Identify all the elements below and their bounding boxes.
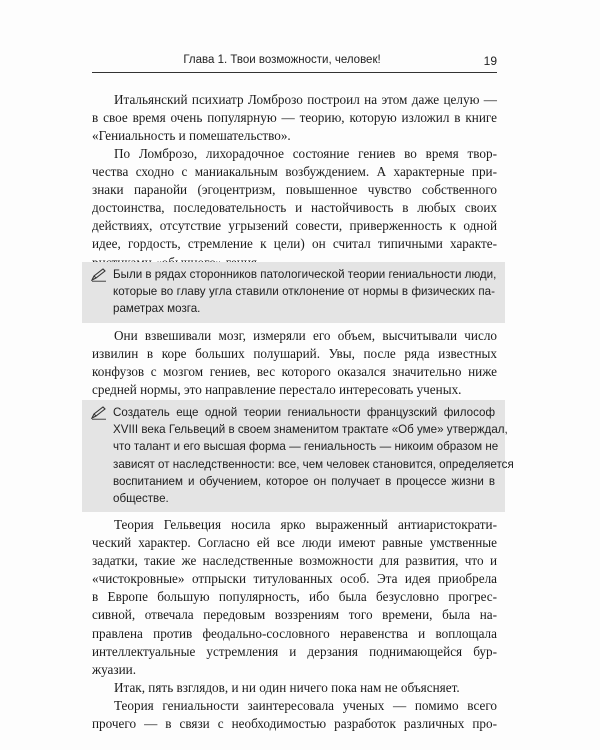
text-line: чества сходно с маниакальным возбуждением. А характерные при- xyxy=(92,164,497,180)
text-line: Теория Гельвеция носила ярко выраженный антиаристократи- xyxy=(114,517,497,532)
text-line: воспитанием и обучением, которое он получает в процессе жизни в xyxy=(113,474,495,488)
callout-brain-theory xyxy=(82,262,505,323)
text-line: обществе. xyxy=(113,492,169,506)
text-line: действиях, отсутствие угрызений совести, приверженность к одной xyxy=(92,218,497,234)
text-line: жуазии. xyxy=(92,661,137,677)
callout-helvetius xyxy=(82,400,514,512)
paragraph-helvetius-theory xyxy=(92,516,497,679)
text-line: Итальянский психиатр Ломброзо построил на этом даже целую — xyxy=(114,92,497,107)
text-line: прочего — в связи с необходимостью разработок различных про- xyxy=(92,716,497,732)
paragraph-brain-weighing xyxy=(92,327,497,399)
text-line: «чистокровные» отпрыски титулованных особ. Эта идея приобрела xyxy=(92,571,497,587)
text-line: в свое время очень популярную — теорию, которую изложил в книге xyxy=(92,110,497,126)
page-number: 19 xyxy=(483,54,497,68)
text-line: Создатель еще одной теории гениальности французский философ xyxy=(113,406,495,419)
page-header xyxy=(92,54,497,73)
text-line: правлена против феодально-сословного неравенства и воплощала xyxy=(92,625,497,641)
paragraph-genius-theory xyxy=(92,697,497,733)
text-line: идее, гордость, стремление к цели) он считал типичными характе- xyxy=(92,236,497,252)
text-line: Они взвешивали мозг, измеряли его объем, высчитывали число xyxy=(114,328,497,343)
text-line: зависят от наследственности: все, чем человек становится, определяется xyxy=(113,457,514,471)
paragraph-lombroso-theory xyxy=(92,145,497,272)
text-line: которые во главу угла ставили отклонение от нормы в физических па- xyxy=(113,285,495,299)
text-line: извилин в коре больших полушарий. Увы, после ряда известных xyxy=(92,346,497,362)
text-line: сивной, отвечала передовым воззрениям того времени, была на- xyxy=(92,607,497,623)
pencil-icon xyxy=(91,268,107,282)
paragraph-lombroso-intro xyxy=(92,91,497,145)
text-line: ческий характер. Согласно ей все люди имеют равные умственные xyxy=(92,535,497,551)
text-line: интеллектуальные устремления и дерзания поднимающейся бур- xyxy=(92,643,497,659)
text-line: достоинства, последовательность и настойчивость в любых своих xyxy=(92,200,497,216)
pencil-icon xyxy=(91,406,107,420)
text-line: XVIII века Гельвеций в своем знаменитом трактате «Об уме» утверждал, xyxy=(113,423,508,437)
running-head: Глава 1. Твои возможности, человек! xyxy=(183,54,381,66)
text-line: раметрах мозга. xyxy=(113,302,201,316)
text-line: «Гениальность и помешательство». xyxy=(92,128,291,144)
text-line: средней нормы, это направление перестало интересовать ученых. xyxy=(92,382,462,398)
text-line: Теория гениальности заинтересовала ученых — помимо всего xyxy=(114,698,497,713)
text-line: в Европе большую популярность, ибо была безусловно прогрес- xyxy=(92,589,497,605)
text-line: Итак, пять взглядов, и ни один ничего пока нам не объясняет. xyxy=(114,680,460,695)
text-line: что талант и его высшая форма — гениальность — никоим образом не xyxy=(113,440,499,454)
text-line: По Ломброзо, лихорадочное состояние гениев во время твор- xyxy=(114,146,497,161)
text-line: знаки паранойи (эгоцентризм, повышенное чувство собственного xyxy=(92,182,497,198)
text-line: конфузов с мозгом гениев, вес которого оказался значительно ниже xyxy=(92,364,497,380)
text-line: задатки, такие же наследственные возможности для развития, что и xyxy=(92,553,497,569)
paragraph-five-views xyxy=(92,679,497,697)
text-line: Были в рядах сторонников патологической теории гениальности люди, xyxy=(113,268,497,281)
